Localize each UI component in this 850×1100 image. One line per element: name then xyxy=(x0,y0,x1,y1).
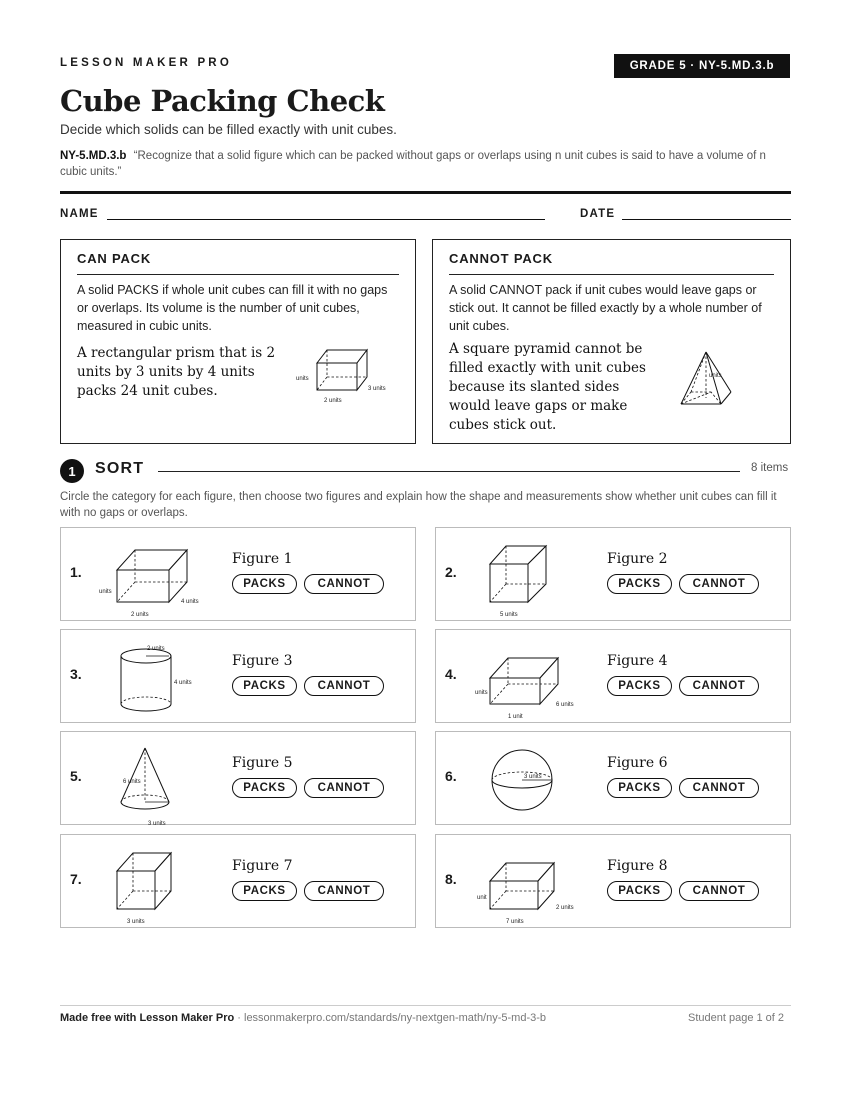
item-number: 4. xyxy=(445,666,457,682)
section-title: SORT xyxy=(95,460,145,477)
figure-label: Figure 8 xyxy=(607,858,668,874)
square-pyramid-diagram xyxy=(675,348,755,410)
figure-label: Figure 7 xyxy=(232,858,293,874)
standard-text: “Recognize that a solid figure which can be packed without gaps or overlaps using n unit cubes is said to have a volume of n cubic units.” xyxy=(60,150,766,178)
rectangular-prism-figure xyxy=(470,636,610,720)
packs-option[interactable]: PACKS xyxy=(232,778,297,798)
name-label: NAME xyxy=(60,208,99,220)
cannot-pack-heading: CANNOT PACK xyxy=(449,251,774,275)
packs-option[interactable]: PACKS xyxy=(607,881,672,901)
item-card-3 xyxy=(60,629,416,723)
cannot-option[interactable]: CANNOT xyxy=(679,676,759,696)
cannot-option[interactable]: CANNOT xyxy=(304,574,384,594)
date-label: DATE xyxy=(580,208,616,220)
figure-label: Figure 1 xyxy=(232,551,293,567)
edge-label: 5 units xyxy=(500,612,518,618)
grade-standard-badge: GRADE 5 · NY-5.MD.3.b xyxy=(614,54,790,78)
item-number: 7. xyxy=(70,871,82,887)
height-label: units xyxy=(296,376,309,382)
length-label: 2 units xyxy=(324,398,342,404)
width-label: 4 units xyxy=(181,599,199,605)
sphere-figure xyxy=(470,738,610,822)
item-card-5 xyxy=(60,731,416,825)
item-number: 1. xyxy=(70,564,82,580)
item-card-7 xyxy=(60,834,416,928)
packs-option[interactable]: PACKS xyxy=(232,881,297,901)
item-card-6 xyxy=(435,731,791,825)
rectangular-prism-figure xyxy=(470,841,610,925)
height-label: 6 units xyxy=(123,779,141,785)
item-card-4 xyxy=(435,629,791,723)
brand-name: LESSON MAKER PRO xyxy=(60,57,232,69)
height-label: unit xyxy=(477,895,487,901)
footer-divider xyxy=(60,1005,791,1006)
radius-label: 2 units xyxy=(147,646,165,652)
item-count: 8 items xyxy=(751,462,789,474)
can-pack-example: A rectangular prism that is 2 units by 3 units by 4 units packs 24 unit cubes. xyxy=(77,345,276,399)
figure-label: Figure 5 xyxy=(232,755,293,771)
page-indicator: Student page 1 of 2 xyxy=(688,1012,785,1024)
cannot-option[interactable]: CANNOT xyxy=(304,676,384,696)
can-pack-description: A solid PACKS if whole unit cubes can fill it with no gaps or overlaps. Its volume is the number of unit cubes, measured in cubic units. xyxy=(77,283,388,333)
length-label: 2 units xyxy=(131,612,149,618)
name-field[interactable] xyxy=(107,219,545,220)
packs-option[interactable]: PACKS xyxy=(607,676,672,696)
item-number: 5. xyxy=(70,768,82,784)
item-card-2 xyxy=(435,527,791,621)
packs-option[interactable]: PACKS xyxy=(232,676,297,696)
section-divider xyxy=(158,471,740,472)
figure-label: Figure 2 xyxy=(607,551,668,567)
standard-code: NY-5.MD.3.b xyxy=(60,150,127,162)
width-label: 2 units xyxy=(556,905,574,911)
packs-option[interactable]: PACKS xyxy=(232,574,297,594)
packs-option[interactable]: PACKS xyxy=(607,778,672,798)
item-number: 8. xyxy=(445,871,457,887)
page-subtitle: Decide which solids can be filled exactly with unit cubes. xyxy=(60,122,397,137)
cannot-option[interactable]: CANNOT xyxy=(679,574,759,594)
cube-figure xyxy=(470,534,610,618)
item-number: 3. xyxy=(70,666,82,682)
rectangular-prism-figure xyxy=(95,534,235,618)
figure-label: Figure 4 xyxy=(607,653,668,669)
section-instructions: Circle the category for each figure, then choose two figures and explain how the shape and measurements show whether unit cubes can fill it with no gaps or overlaps. xyxy=(60,491,777,519)
page-title: Cube Packing Check xyxy=(60,84,385,118)
item-card-1 xyxy=(60,527,416,621)
cannot-option[interactable]: CANNOT xyxy=(304,778,384,798)
width-label: 3 units xyxy=(368,386,386,392)
item-number: 2. xyxy=(445,564,457,580)
can-pack-heading: CAN PACK xyxy=(77,251,399,275)
cannot-option[interactable]: CANNOT xyxy=(679,881,759,901)
cannot-pack-example: A square pyramid cannot be filled exactly with unit cubes because its slanted sides would leave gaps or make cubes stick out. xyxy=(449,341,646,433)
width-label: 6 units xyxy=(556,702,574,708)
cannot-option[interactable]: CANNOT xyxy=(304,881,384,901)
can-pack-definition xyxy=(60,239,416,444)
rectangular-prism-diagram xyxy=(293,344,393,410)
section-number-badge: 1 xyxy=(60,459,84,483)
item-card-8 xyxy=(435,834,791,928)
cannot-option[interactable]: CANNOT xyxy=(679,778,759,798)
height-label: units xyxy=(475,690,488,696)
date-field[interactable] xyxy=(622,219,791,220)
length-label: 1 unit xyxy=(508,714,523,720)
footer-credit xyxy=(60,1012,546,1024)
footer-url[interactable]: · lessonmakerpro.com/standards/ny-nextgen-math/ny-5-md-3-b xyxy=(237,1012,547,1024)
item-number: 6. xyxy=(445,768,457,784)
footer-made-by: Made free with Lesson Maker Pro xyxy=(60,1012,235,1024)
pyramid-height-label: units xyxy=(709,373,722,379)
cannot-pack-definition xyxy=(432,239,791,444)
figure-label: Figure 3 xyxy=(232,653,293,669)
height-label: units xyxy=(99,589,112,595)
header-divider xyxy=(60,191,791,194)
edge-label: 3 units xyxy=(127,919,145,925)
cone-figure xyxy=(95,738,235,827)
cube-figure xyxy=(95,841,235,925)
radius-label: 3 units xyxy=(524,774,542,780)
length-label: 7 units xyxy=(506,919,524,925)
standard-statement xyxy=(60,148,792,180)
packs-option[interactable]: PACKS xyxy=(607,574,672,594)
cylinder-figure xyxy=(95,636,235,720)
radius-label: 3 units xyxy=(148,821,166,827)
figure-label: Figure 6 xyxy=(607,755,668,771)
height-label: 4 units xyxy=(174,680,192,686)
cannot-pack-description: A solid CANNOT pack if unit cubes would leave gaps or stick out. It cannot be filled exactly by a whole number of unit cubes. xyxy=(449,283,762,333)
